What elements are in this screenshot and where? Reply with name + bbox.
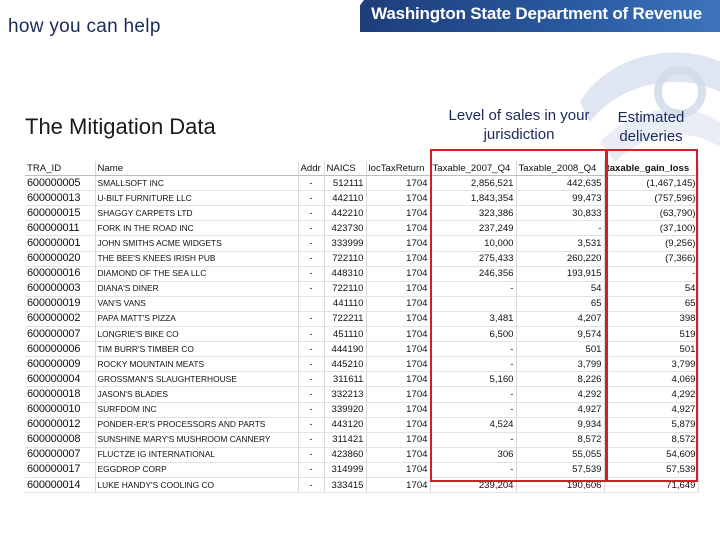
- cell-gain-loss: (63,790): [604, 206, 698, 221]
- cell-tra-id: 600000002: [25, 311, 95, 326]
- cell-gain-loss: (1,467,145): [604, 176, 698, 191]
- cell-name: PONDER-ER'S PROCESSORS AND PARTS: [95, 417, 298, 432]
- cell-gain-loss: (7,366): [604, 251, 698, 266]
- section-title: The Mitigation Data: [25, 114, 216, 139]
- cell-taxable-2008: 190,606: [516, 477, 604, 492]
- cell-gain-loss: 3,799: [604, 357, 698, 372]
- cell-loc-tax-return: 1704: [366, 206, 430, 221]
- cell-name: DIAMOND OF THE SEA LLC: [95, 266, 298, 281]
- cell-gain-loss: 57,539: [604, 462, 698, 477]
- cell-naics: 512111: [324, 176, 366, 191]
- cell-loc-tax-return: 1704: [366, 342, 430, 357]
- cell-loc-tax-return: 1704: [366, 447, 430, 462]
- cell-naics: 444190: [324, 342, 366, 357]
- cell-gain-loss: (9,256): [604, 236, 698, 251]
- cell-taxable-2007: 6,500: [430, 327, 516, 342]
- cell-addr: -: [298, 432, 324, 447]
- cell-name: EGGDROP CORP: [95, 462, 298, 477]
- sales-highlight-box: [430, 149, 607, 482]
- col-header-addr: Addr: [298, 161, 324, 176]
- cell-taxable-2007: 239,204: [430, 477, 516, 492]
- cell-naics: 311421: [324, 432, 366, 447]
- cell-gain-loss: (37,100): [604, 221, 698, 236]
- cell-tra-id: 600000014: [25, 477, 95, 492]
- cell-naics: 722110: [324, 251, 366, 266]
- cell-naics: 451110: [324, 327, 366, 342]
- cell-taxable-2008: -: [516, 221, 604, 236]
- cell-addr: [298, 296, 324, 311]
- cell-naics: 442110: [324, 191, 366, 206]
- cell-gain-loss: 54: [604, 281, 698, 296]
- cell-gain-loss: (757,596): [604, 191, 698, 206]
- cell-addr: -: [298, 477, 324, 492]
- cell-taxable-2008: 4,207: [516, 311, 604, 326]
- cell-taxable-2007: 10,000: [430, 236, 516, 251]
- cell-name: PAPA MATT'S PIZZA: [95, 311, 298, 326]
- col-header-tra-id: TRA_ID: [25, 161, 95, 176]
- cell-taxable-2008: 501: [516, 342, 604, 357]
- cell-taxable-2008: 57,539: [516, 462, 604, 477]
- cell-naics: 441110: [324, 296, 366, 311]
- cell-tra-id: 600000007: [25, 327, 95, 342]
- cell-addr: -: [298, 417, 324, 432]
- cell-tra-id: 600000013: [25, 191, 95, 206]
- cell-gain-loss: 4,069: [604, 372, 698, 387]
- cell-loc-tax-return: 1704: [366, 191, 430, 206]
- cell-loc-tax-return: 1704: [366, 266, 430, 281]
- cell-taxable-2007: -: [430, 432, 516, 447]
- cell-tra-id: 600000004: [25, 372, 95, 387]
- cell-taxable-2007: 2,856,521: [430, 176, 516, 191]
- cell-gain-loss: 8,572: [604, 432, 698, 447]
- header-slant: [340, 0, 364, 32]
- cell-name: GROSSMAN'S SLAUGHTERHOUSE: [95, 372, 298, 387]
- cell-naics: 722211: [324, 311, 366, 326]
- cell-taxable-2008: 260,220: [516, 251, 604, 266]
- cell-taxable-2008: 8,226: [516, 372, 604, 387]
- cell-gain-loss: 54,609: [604, 447, 698, 462]
- cell-naics: 442210: [324, 206, 366, 221]
- cell-taxable-2008: 9,934: [516, 417, 604, 432]
- cell-taxable-2007: -: [430, 402, 516, 417]
- cell-addr: -: [298, 221, 324, 236]
- cell-taxable-2007: 246,356: [430, 266, 516, 281]
- cell-gain-loss: 501: [604, 342, 698, 357]
- deliveries-highlight-box: [606, 149, 698, 482]
- cell-addr: -: [298, 462, 324, 477]
- cell-tra-id: 600000003: [25, 281, 95, 296]
- cell-taxable-2008: 65: [516, 296, 604, 311]
- cell-tra-id: 600000017: [25, 462, 95, 477]
- cell-taxable-2007: 306: [430, 447, 516, 462]
- cell-name: LONGRIE'S BIKE CO: [95, 327, 298, 342]
- cell-taxable-2008: 8,572: [516, 432, 604, 447]
- cell-taxable-2007: 1,843,354: [430, 191, 516, 206]
- cell-taxable-2007: 323,386: [430, 206, 516, 221]
- cell-taxable-2007: 237,249: [430, 221, 516, 236]
- cell-tra-id: 600000009: [25, 357, 95, 372]
- cell-naics: 443120: [324, 417, 366, 432]
- cell-tra-id: 600000019: [25, 296, 95, 311]
- cell-name: SURFDOM INC: [95, 402, 298, 417]
- cell-loc-tax-return: 1704: [366, 176, 430, 191]
- org-title: Washington State Department of Revenue: [371, 4, 702, 23]
- cell-addr: -: [298, 387, 324, 402]
- cell-taxable-2007: -: [430, 342, 516, 357]
- cell-taxable-2008: 54: [516, 281, 604, 296]
- cell-addr: -: [298, 357, 324, 372]
- cell-loc-tax-return: 1704: [366, 221, 430, 236]
- cell-name: DIANA'S DINER: [95, 281, 298, 296]
- cell-name: FORK IN THE ROAD INC: [95, 221, 298, 236]
- cell-tra-id: 600000016: [25, 266, 95, 281]
- cell-name: SUNSHINE MARY'S MUSHROOM CANNERY: [95, 432, 298, 447]
- cell-taxable-2007: -: [430, 462, 516, 477]
- cell-loc-tax-return: 1704: [366, 417, 430, 432]
- cell-taxable-2008: 4,927: [516, 402, 604, 417]
- cell-name: JOHN SMITHS ACME WIDGETS: [95, 236, 298, 251]
- cell-loc-tax-return: 1704: [366, 281, 430, 296]
- cell-taxable-2008: 30,833: [516, 206, 604, 221]
- cell-taxable-2008: 99,473: [516, 191, 604, 206]
- cell-taxable-2007: 275,433: [430, 251, 516, 266]
- cell-addr: -: [298, 311, 324, 326]
- cell-tra-id: 600000018: [25, 387, 95, 402]
- header-bar: [360, 0, 720, 32]
- cell-loc-tax-return: 1704: [366, 236, 430, 251]
- cell-gain-loss: 4,292: [604, 387, 698, 402]
- cell-naics: 332213: [324, 387, 366, 402]
- cell-naics: 333999: [324, 236, 366, 251]
- cell-loc-tax-return: 1704: [366, 372, 430, 387]
- deliveries-note: Estimated deliveries: [617, 109, 685, 145]
- cell-name: THE BEE'S KNEES IRISH PUB: [95, 251, 298, 266]
- cell-loc-tax-return: 1704: [366, 477, 430, 492]
- cell-loc-tax-return: 1704: [366, 311, 430, 326]
- cell-taxable-2007: 3,481: [430, 311, 516, 326]
- cell-taxable-2008: 9,574: [516, 327, 604, 342]
- cell-naics: 333415: [324, 477, 366, 492]
- cell-naics: 423860: [324, 447, 366, 462]
- cell-addr: -: [298, 447, 324, 462]
- cell-loc-tax-return: 1704: [366, 462, 430, 477]
- col-header-naics: NAICS: [324, 161, 366, 176]
- cell-taxable-2007: 4,524: [430, 417, 516, 432]
- cell-taxable-2007: -: [430, 387, 516, 402]
- cell-tra-id: 600000020: [25, 251, 95, 266]
- cell-taxable-2007: 5,160: [430, 372, 516, 387]
- cell-tra-id: 600000015: [25, 206, 95, 221]
- cell-gain-loss: 398: [604, 311, 698, 326]
- cell-tra-id: 600000010: [25, 402, 95, 417]
- cell-taxable-2007: -: [430, 281, 516, 296]
- cell-naics: 423730: [324, 221, 366, 236]
- cell-addr: -: [298, 251, 324, 266]
- cell-addr: -: [298, 372, 324, 387]
- cell-loc-tax-return: 1704: [366, 296, 430, 311]
- cell-naics: 448310: [324, 266, 366, 281]
- cell-addr: -: [298, 206, 324, 221]
- cell-addr: -: [298, 266, 324, 281]
- cell-addr: -: [298, 176, 324, 191]
- cell-tra-id: 600000011: [25, 221, 95, 236]
- cell-addr: -: [298, 236, 324, 251]
- cell-taxable-2008: 3,531: [516, 236, 604, 251]
- cell-name: U-BILT FURNITURE LLC: [95, 191, 298, 206]
- cell-loc-tax-return: 1704: [366, 357, 430, 372]
- cell-tra-id: 600000006: [25, 342, 95, 357]
- cell-loc-tax-return: 1704: [366, 327, 430, 342]
- cell-loc-tax-return: 1704: [366, 251, 430, 266]
- cell-naics: 314999: [324, 462, 366, 477]
- cell-name: JASON'S BLADES: [95, 387, 298, 402]
- col-header-taxable-2008: Taxable_2008_Q4: [516, 161, 604, 176]
- cell-addr: -: [298, 191, 324, 206]
- cell-taxable-2008: 193,915: [516, 266, 604, 281]
- col-header-gain-loss: taxable_gain_loss: [604, 161, 698, 176]
- cell-name: VAN'S VANS: [95, 296, 298, 311]
- cell-name: TIM BURR'S TIMBER CO: [95, 342, 298, 357]
- cell-naics: 722110: [324, 281, 366, 296]
- cell-name: FLUCTZE IG INTERNATIONAL: [95, 447, 298, 462]
- cell-gain-loss: 4,927: [604, 402, 698, 417]
- cell-name: ROCKY MOUNTAIN MEATS: [95, 357, 298, 372]
- col-header-taxable-2007: Taxable_2007_Q4: [430, 161, 516, 176]
- cell-gain-loss: 519: [604, 327, 698, 342]
- cell-addr: -: [298, 327, 324, 342]
- cell-addr: -: [298, 342, 324, 357]
- cell-loc-tax-return: 1704: [366, 387, 430, 402]
- cell-gain-loss: 5,879: [604, 417, 698, 432]
- subtitle: how you can help: [8, 16, 161, 37]
- cell-name: LUKE HANDY'S COOLING CO: [95, 477, 298, 492]
- col-header-name: Name: [95, 161, 298, 176]
- sales-note: Level of sales in your jurisdiction: [448, 107, 590, 143]
- cell-loc-tax-return: 1704: [366, 402, 430, 417]
- cell-name: SHAGGY CARPETS LTD: [95, 206, 298, 221]
- cell-tra-id: 600000007: [25, 447, 95, 462]
- cell-taxable-2008: 3,799: [516, 357, 604, 372]
- col-header-loc-tax-return: locTaxReturn: [366, 161, 430, 176]
- cell-tra-id: 600000008: [25, 432, 95, 447]
- cell-addr: -: [298, 402, 324, 417]
- cell-gain-loss: 65: [604, 296, 698, 311]
- cell-taxable-2008: 55,055: [516, 447, 604, 462]
- cell-addr: -: [298, 281, 324, 296]
- cell-gain-loss: 71,649: [604, 477, 698, 492]
- cell-naics: 445210: [324, 357, 366, 372]
- cell-taxable-2008: 4,292: [516, 387, 604, 402]
- cell-tra-id: 600000005: [25, 176, 95, 191]
- cell-name: SMALLSOFT INC: [95, 176, 298, 191]
- cell-tra-id: 600000012: [25, 417, 95, 432]
- cell-naics: 339920: [324, 402, 366, 417]
- cell-taxable-2008: 442,635: [516, 176, 604, 191]
- cell-gain-loss: -: [604, 266, 698, 281]
- cell-taxable-2007: -: [430, 357, 516, 372]
- cell-naics: 311611: [324, 372, 366, 387]
- cell-tra-id: 600000001: [25, 236, 95, 251]
- cell-loc-tax-return: 1704: [366, 432, 430, 447]
